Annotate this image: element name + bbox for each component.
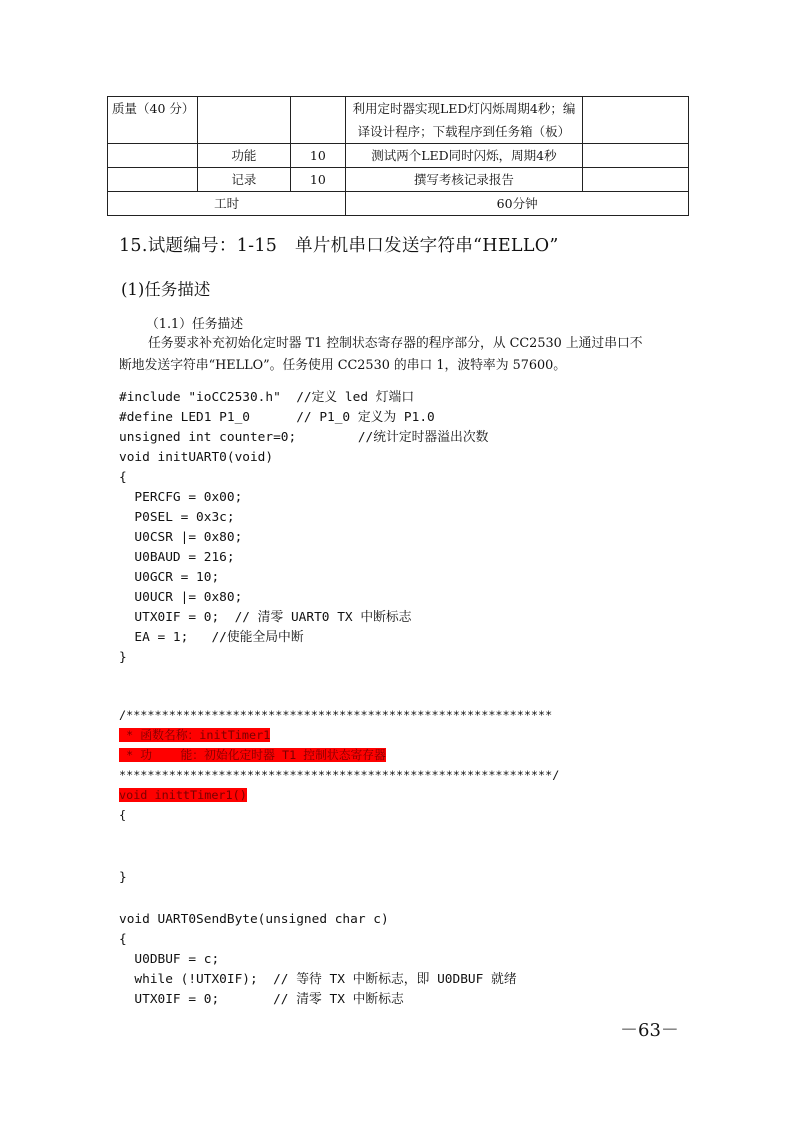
code-line <box>119 785 559 805</box>
code-line: PERCFG = 0x00; <box>119 490 243 505</box>
code-block-1 <box>119 388 488 668</box>
section-heading: (1)任务描述 <box>121 280 211 299</box>
code-line: } <box>119 870 127 885</box>
code-line: { <box>119 808 127 822</box>
page-number: －63－ <box>620 1020 679 1041</box>
worktime-value: 60分钟 <box>346 192 689 216</box>
task-description-line2: 断地发送字符串“HELLO”。任务使用 CC2530 的串口 1，波特率为 57600。 <box>119 358 567 373</box>
empty-cell <box>582 97 688 144</box>
quality-cell: 质量（40 分） <box>108 97 198 144</box>
row3-score: 10 <box>290 168 346 192</box>
code-line: U0UCR |= 0x80; <box>119 590 243 605</box>
code-line: U0DBUF = c; <box>119 952 220 967</box>
code-block-3 <box>119 910 517 1010</box>
subsection-heading: （1.1）任务描述 <box>146 317 244 332</box>
comment-line <box>119 745 559 765</box>
empty-cell <box>290 97 346 144</box>
row1-desc: 利用定时器实现LED灯闪烁周期4秒；编译设计程序；下载程序到任务箱（板） <box>346 97 582 144</box>
code-line: UTX0IF = 0; // 清零 UART0 TX 中断标志 <box>119 610 412 625</box>
row2-desc: 测试两个LED同时闪烁，周期4秒 <box>346 144 582 168</box>
code-line: U0CSR |= 0x80; <box>119 530 243 545</box>
row3-desc: 撰写考核记录报告 <box>346 168 582 192</box>
empty-cell <box>108 168 198 192</box>
row3-name: 记录 <box>198 168 290 192</box>
code-line: unsigned int counter=0; //统计定时器溢出次数 <box>119 430 489 445</box>
empty-cell <box>198 97 290 144</box>
code-line: { <box>119 470 127 485</box>
code-line: U0BAUD = 216; <box>119 550 235 565</box>
comment-line: *************************************************************/ <box>119 768 560 782</box>
row2-name: 功能 <box>198 144 290 168</box>
highlighted-text: void inittTimer1() <box>119 788 247 802</box>
code-line: } <box>119 650 127 665</box>
code-line: void UART0SendByte(unsigned char c) <box>119 912 389 927</box>
empty-cell <box>108 144 198 168</box>
highlighted-text: * 函数名称：initTimer1 <box>119 728 271 742</box>
worktime-label: 工时 <box>108 192 346 216</box>
code-line: P0SEL = 0x3c; <box>119 510 235 525</box>
code-line: #define LED1 P1_0 // P1_0 定义为 P1.0 <box>119 410 435 425</box>
assessment-table <box>107 96 689 216</box>
code-block-2 <box>119 705 559 825</box>
row2-score: 10 <box>290 144 346 168</box>
task-description-line1: 任务要求补充初始化定时器 T1 控制状态寄存器的程序部分，从 CC2530 上通过串口不 <box>148 336 643 351</box>
code-line: while (!UTX0IF); // 等待 TX 中断标志，即 U0DBUF 就绪 <box>119 972 517 987</box>
highlighted-text: * 功 能：初始化定时器 T1 控制状态寄存器 <box>119 748 386 762</box>
code-line: { <box>119 932 127 947</box>
code-line: UTX0IF = 0; // 清零 TX 中断标志 <box>119 992 404 1007</box>
code-line: EA = 1; //使能全局中断 <box>119 630 304 645</box>
empty-cell <box>582 144 688 168</box>
comment-line <box>119 725 559 745</box>
comment-line: /************************************************************ <box>119 708 553 722</box>
code-line: U0GCR = 10; <box>119 570 220 585</box>
question-heading: 15.试题编号：1-15 单片机串口发送字符串“HELLO” <box>119 236 559 256</box>
code-line: void initUART0(void) <box>119 450 274 465</box>
empty-cell <box>582 168 688 192</box>
code-line: #include "ioCC2530.h" //定义 led 灯端口 <box>119 390 415 405</box>
